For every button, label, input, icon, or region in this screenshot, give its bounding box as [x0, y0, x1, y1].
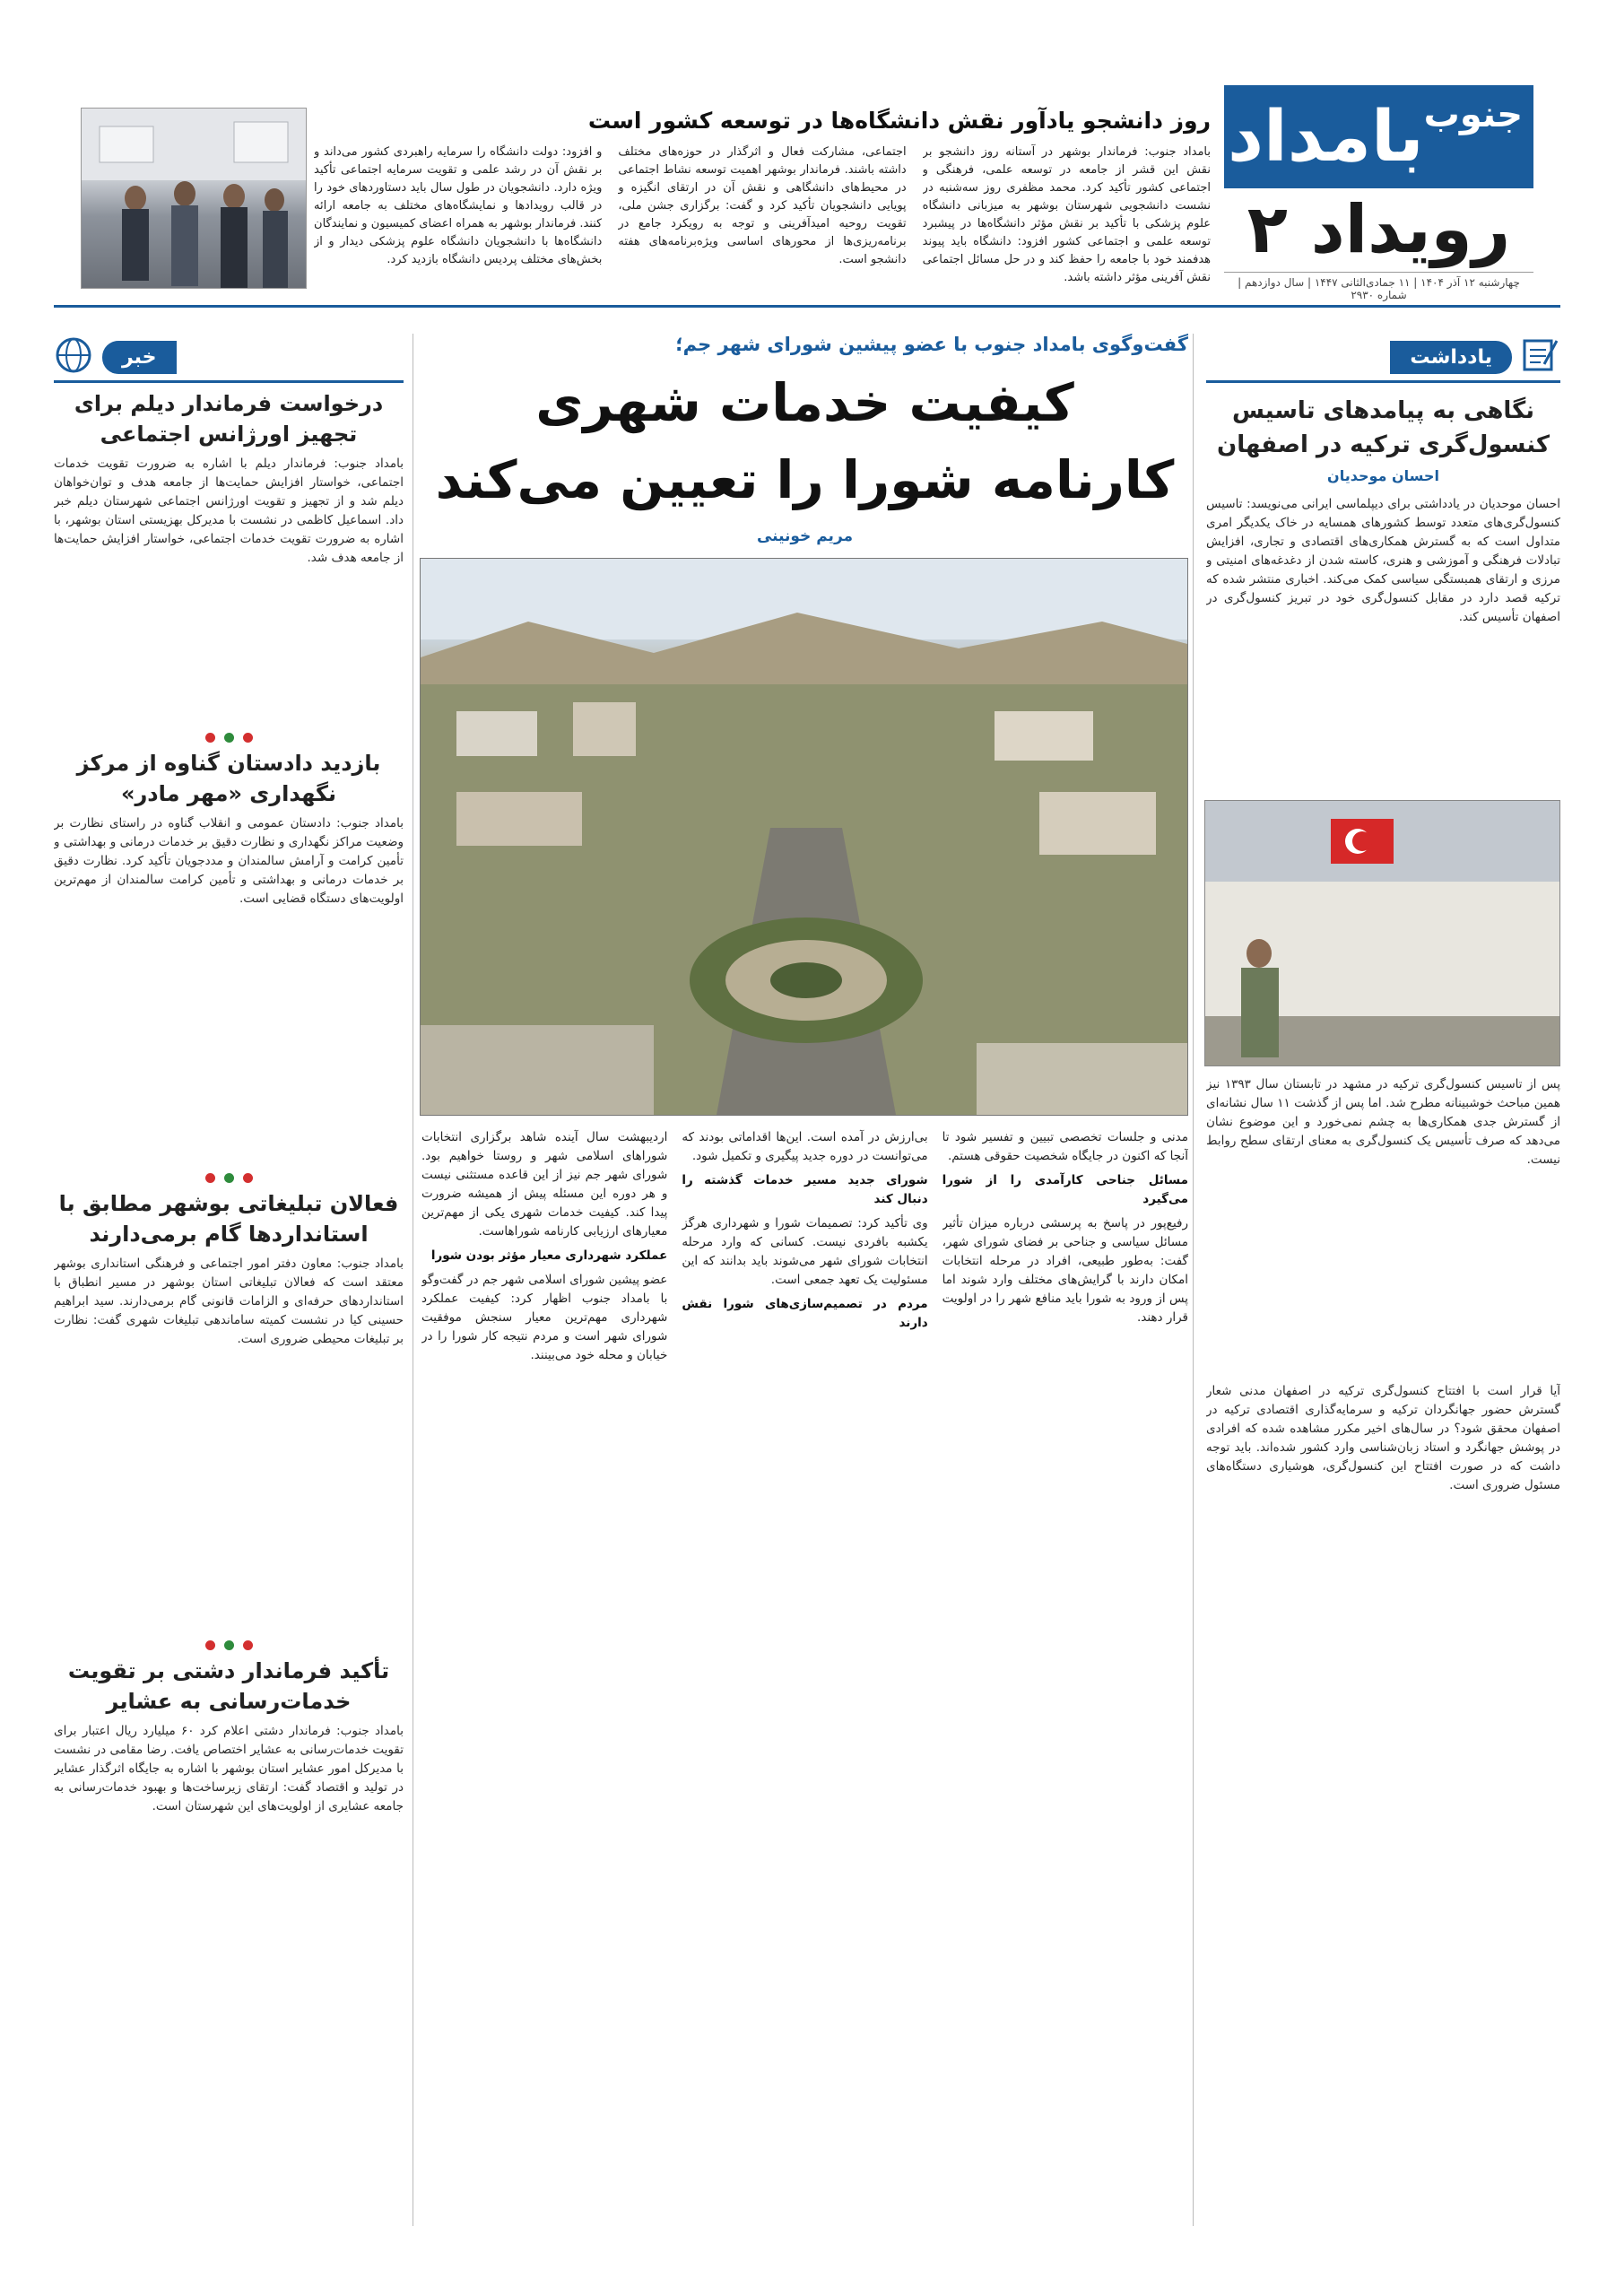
- top-story-headline[interactable]: روز دانشجو یادآور نقش دانشگاه‌ها در توسعه کشور است: [587, 108, 1211, 134]
- divider-dots: [54, 1640, 404, 1650]
- dot-red: [205, 1173, 215, 1183]
- top-story-col: و افزود: دولت دانشگاه را سرمایه راهبردی کشور می‌داند و بر نقش آن در رشد علمی و تقویت سرمایه اجتماعی تأکید ویژه دارد. دانشجویان در طول سال باید دستاوردهای خود را در قالب رویدادها و نمایشگاه‌های مختلف به جامعه ارائه کنند. فرماندار بوشهر به همراه اعضای کمیسیون و نمایندگان دانشگاه‌ها با دانشجویان دانشگاه علوم پزشکی دیدار و از بخش‌های مختلف پردیس دانشگاه بازدید کرد.: [314, 145, 603, 266]
- feature-columns: [421, 1128, 1188, 2276]
- feature-col: [942, 1128, 1188, 2276]
- top-story-photo[interactable]: [81, 108, 307, 289]
- feature-subhead: شورای جدید مسیر خدمات گذشته را دنبال کند: [682, 1173, 928, 1206]
- dot-green: [224, 1640, 234, 1650]
- top-story-col: بامداد جنوب: فرماندار بوشهر در آستانه روز دانشجو بر نقش این قشر از جامعه در توسعه علمی، فرهنگی و اجتماعی کشور تأکید کرد. محمد مظفری روز سه‌شنبه در نشست دانشجویی شهرستان بوشهر به میزبانی دانشگاه علوم پزشکی با تأکید بر نقش مؤثر دانشگاه‌ها در پیشبرد توسعه علمی و اجتماعی کشور افزود: دانشگاه باید پیوند هدفمند خود با جامعه را حفظ کند و در حل مسائل اجتماعی نقش آفرینی مؤثر داشته باشد.: [922, 145, 1211, 284]
- logo-text: بامداد: [1227, 96, 1424, 178]
- top-divider: [54, 305, 1560, 308]
- section-title: رویداد ۲: [1247, 190, 1511, 268]
- editorial-body: آیا قرار است با افتتاح کنسول‌گری ترکیه در اصفهان مدنی شعار گسترش حضور جهانگردان ترکیه و سرمایه‌گذاری اقتصادی ترکیه در اصفهان محقق شود؟ در سال‌های اخیر مکرر مشاهده شده که افرادی در پوشش جهانگرد و استاد زبان‌شناسی وارد کشور شده‌اند. باید توجه داشت که در صورت افتتاح این کنسول‌گری، هوشیاری دستگاه‌های مسئول ضروری است.: [1206, 1384, 1560, 1492]
- headline-line: کارنامه شورا را تعیین می‌کند: [435, 449, 1175, 510]
- notepad-icon: [1521, 337, 1560, 377]
- news-title[interactable]: تأکید فرماندار دشتی بر تقویت خدمات‌رسانی به عشایر: [67, 1658, 390, 1714]
- editorial-column: [1206, 334, 1560, 2226]
- feature-subhead: مردم در تصمیم‌سازی‌های شورا نقش دارند: [682, 1297, 928, 1330]
- divider-dots: [54, 733, 404, 743]
- divider-dots: [54, 1173, 404, 1183]
- feature-paragraph: عضو پیشین شورای اسلامی شهر جم در گفت‌وگو با بامداد جنوب اظهار کرد: کیفیت عملکرد شهرداری مهم‌ترین معیار سنجش موفقیت شورای شهر است و مردم نتیجه کار شورا را در خیابان و محله خود می‌بینند.: [421, 1273, 668, 1362]
- globe-icon: [54, 335, 93, 378]
- column-divider: [1193, 334, 1194, 2226]
- dot-red: [205, 733, 215, 743]
- feature-paragraph: مدنی و جلسات تخصصی تبیین و تفسیر شود تا آنجا که اکنون در جایگاه شخصیت حقوقی هستم.: [942, 1130, 1188, 1163]
- editorial-author: احسان موحدیان: [1327, 467, 1439, 484]
- feature-subhead: مسائل جناحی کارآمدی را از شورا می‌گیرد: [942, 1173, 1188, 1206]
- dot-red: [205, 1640, 215, 1650]
- headline-line: کیفیت خدمات شهری: [535, 372, 1074, 433]
- feature-subhead: عملکرد شهرداری معیار مؤثر بودن شورا: [430, 1248, 668, 1263]
- feature-paragraph: وی تأکید کرد: تصمیمات شورا و شهرداری هرگز یکشبه بافردی نیست. کسانی که وارد مرحله انتخابات شورای شهر می‌شوند باید بدانند که این مسئولیت یک تعهد جمعی است.: [682, 1216, 928, 1287]
- editorial-header: [1206, 334, 1560, 383]
- news-tab[interactable]: خبر: [102, 341, 177, 374]
- news-header: [54, 334, 404, 383]
- feature-paragraph: رفیع‌پور در پاسخ به پرسشی درباره میزان تأثیر مسائل سیاسی و جناحی بر فضای شورای شهر، گفت: به‌طور طبیعی، افراد در مرحله انتخابات امکان دارند با گرایش‌های مختلف وارد شوند اما پس از ورود به شورا باید منافع شهر را در اولویت قرار دهند.: [942, 1216, 1188, 1325]
- top-story-body: [314, 144, 1211, 291]
- news-title[interactable]: فعالان تبلیغاتی بوشهر مطابق با استانداردها گام برمی‌دارند: [58, 1191, 399, 1247]
- feature-article: [421, 334, 1188, 2226]
- editorial-body: پس از تاسیس کنسول‌گری ترکیه در مشهد در تابستان سال ۱۳۹۳ نیز همین مباحث خوشبینانه مطرح شد. اما پس از گذشت ۱۱ سال نشانه‌ای از گسترش جدی همکاری‌ها به چشم نمی‌خورد و این موضوع نشان می‌دهد که صرف تأسیس یک کنسول‌گری به معنای ارتقای سطح روابط نیست.: [1206, 1077, 1560, 1167]
- top-story-col: اجتماعی، مشارکت فعال و اثرگذار در حوزه‌های مختلف داشته باشند. فرماندار بوشهر اهمیت توسعه نشاط اجتماعی در محیط‌های دانشگاهی و نقش آن در ارتقای انگیزه و پویایی دانشجویان تأکید کرد و گفت: برگزاری جشن ملی، تقویت روحیه امیدآفرینی و توجه به رویکرد جامع در برنامه‌ریزی‌ها از محورهای اساسی ویژه‌برنامه‌های هفته دانشجو است.: [618, 145, 907, 266]
- news-body: بامداد جنوب: معاون دفتر امور اجتماعی و فرهنگی استانداری بوشهر معتقد است که فعالان تبلیغاتی استان بوشهر در مسیر انطباق با استانداردهای حرفه‌ای و الزامات قانونی گام برمی‌دارند. سید ابراهیم حسینی کیا در نشست کمیته ساماندهی تبلیغات شهری گفت: نظارت بر تبلیغات محیطی ضروری است.: [54, 1257, 404, 1346]
- masthead: [1224, 85, 1533, 301]
- city-illustration: [421, 559, 1187, 1115]
- feature-col: [682, 1128, 927, 2276]
- meeting-photo-illustration: [82, 109, 306, 288]
- feature-paragraph: بی‌ارزش در آمده است. این‌ها اقداماتی بودند که می‌توانست در دوره جدید پیگیری و تکمیل شود.: [682, 1130, 928, 1163]
- news-body: بامداد جنوب: دادستان عمومی و انقلاب گناوه در راستای نظارت بر وضعیت مراکز نگهداری و نظارت دقیق بر خدمات درمانی و بهداشتی و تأمین کرامت و آرامش سالمندان و مددجویان تأکید کرد. نظارت دقیق بر خدمات درمانی و بهداشتی و تأمین کرامت سالمندان از مهم‌ترین اولویت‌های دستگاه قضایی است.: [54, 816, 404, 906]
- feature-paragraph: اردیبهشت سال آینده شاهد برگزاری انتخابات شوراهای اسلامی شهر و روستا خواهیم بود. شورای شهر جم نیز از این قاعده مستثنی نیست و هر دوره این مسئله پیش از همیشه ضرورت پیدا کند. کیفیت خدمات شهری یکی از مهم‌ترین معیارهای ارزیابی کارنامه شوراهاست.: [421, 1130, 668, 1239]
- feature-headline[interactable]: [421, 364, 1188, 518]
- newspaper-logo[interactable]: [1224, 85, 1533, 188]
- dot-green: [224, 1173, 234, 1183]
- consulate-photo[interactable]: [1204, 800, 1560, 1066]
- consulate-illustration: [1205, 801, 1559, 1065]
- issue-info: چهارشنبه ۱۲ آذر ۱۴۰۴ | ۱۱ جمادی‌الثانی ۱۴۴۷ | سال دوازدهم | شماره ۲۹۳۰: [1224, 272, 1533, 301]
- editorial-title[interactable]: نگاهی به پیامدهای تاسیس کنسول‌گری ترکیه در اصفهان: [1217, 397, 1550, 458]
- feature-byline: مریم خونینی: [756, 527, 854, 545]
- dot-green: [224, 733, 234, 743]
- editorial-body: احسان موحدیان در یادداشتی برای دیپلماسی ایرانی می‌نویسد: تاسیس کنسول‌گری‌های متعدد توسط کشورهای همسایه در خاک یکدیگر امری متداول است که به گسترش همکاری‌های اقتصادی و تجاری، افزایش تبادلات فرهنگی و آموزشی و هنری، کاسته شدن از دغدغه‌های امنیتی و مرزی و ارتقای همبستگی سیاسی کمک می‌کند. اخباری منتشر شده که ترکیه قصد دارد در مقابل کنسول‌گری خود در تبریز کنسول‌گری در اصفهان تأسیس کند.: [1206, 497, 1560, 624]
- dot-red: [243, 1640, 253, 1650]
- news-body: بامداد جنوب: فرماندار دیلم با اشاره به ضرورت تقویت خدمات اجتماعی، خواستار افزایش حمایت‌ها از جامعه هدف و توان‌خواهان دیلم شد و از تجهیز و تقویت اورژانس اجتماعی شهرستان دیلم خبر داد. اسماعیل کاظمی در نشست با مدیرکل بهزیستی استان بوشهر، با اشاره به ضرورت تقویت خدمات اجتماعی، خواستار افزایش حمایت‌ها از جامعه هدف شد.: [54, 457, 404, 565]
- news-title[interactable]: بازدید دادستان گناوه از مرکز نگهداری «مهر مادر»: [76, 751, 381, 806]
- logo-sub: جنوب: [1423, 94, 1524, 135]
- city-aerial-photo[interactable]: [420, 558, 1188, 1116]
- dot-red: [243, 1173, 253, 1183]
- feature-col: [421, 1128, 667, 2276]
- feature-kicker: گفت‌وگوی بامداد جنوب با عضو پیشین شورای شهر جم؛: [675, 334, 1188, 355]
- news-column: [54, 334, 404, 2226]
- news-title[interactable]: درخواست فرماندار دیلم برای تجهیز اورژانس اجتماعی: [74, 391, 384, 447]
- news-body: بامداد جنوب: فرماندار دشتی اعلام کرد ۶۰ میلیارد ریال اعتبار برای تقویت خدمات‌رسانی به عشایر اختصاص یافت. رضا مقامی در نشست با مدیرکل امور عشایر استان بوشهر با اشاره به جایگاه اثرگذار عشایر در تولید و اقتصاد گفت: ارتقای زیرساخت‌ها و بهبود خدمات‌رسانی به جامعه عشایری از اولویت‌های این شهرستان است.: [54, 1724, 404, 1813]
- editorial-tab[interactable]: یادداشت: [1390, 341, 1512, 374]
- dot-red: [243, 733, 253, 743]
